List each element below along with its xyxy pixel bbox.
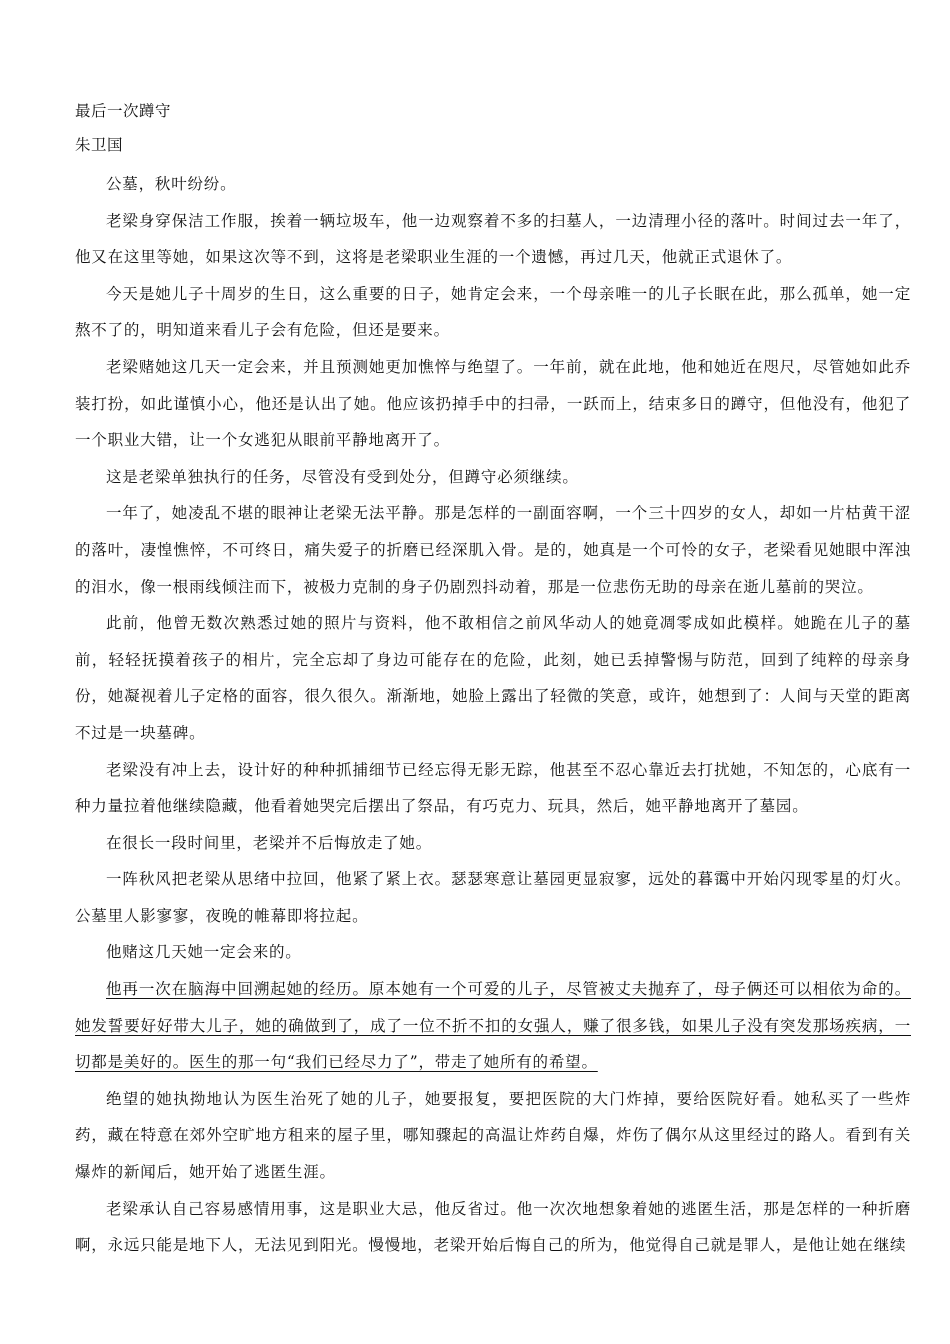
article-body: [75, 166, 911, 1264]
paragraph-1: 公墓，秋叶纷纷。: [106, 175, 237, 193]
paragraph-13: 绝望的她执拗地认为医生治死了她的儿子，她要报复，要把医院的大门炸掉，要给医院好看。她私买了一些炸药，藏在特意在郊外空旷地方租来的屋子里，哪知骤起的高温让炸药自爆，炸伤了偶尔从这里经过的路人。看到有关爆炸的新闻后，她开始了逃匿生涯。: [75, 1089, 911, 1182]
paragraph-7: 此前，他曾无数次熟悉过她的照片与资料，他不敢相信之前风华动人的她竟凋零成如此模样。她跪在儿子的墓前，轻轻抚摸着孩子的相片，完全忘却了身边可能存在的危险，此刻，她已丢掉警惕与防范，回到了纯粹的母亲身份，她凝视着儿子定格的面容，很久很久。渐渐地，她脸上露出了轻微的笑意，或许，她想到了：人间与天堂的距离不过是一块墓碑。: [75, 614, 911, 742]
article-title: 最后一次蹲守: [75, 102, 172, 120]
paragraph-4: 老梁赌她这几天一定会来，并且预测她更加憔悴与绝望了。一年前，就在此地，他和她近在咫尺，尽管她如此乔装打扮，如此谨慎小心，他还是认出了她。他应该扔掉手中的扫帚，一跃而上，结束多日的蹲守，但他没有，他犯了一个职业大错，让一个女逃犯从眼前平静地离开了。: [75, 357, 911, 450]
paragraph-5: 这是老梁单独执行的任务，尽管没有受到处分，但蹲守必须继续。: [106, 467, 579, 486]
article-author: 朱卫国: [75, 136, 124, 154]
paragraph-3: 今天是她儿子十周岁的生日，这么重要的日子，她肯定会来，一个母亲唯一的儿子长眠在此，那么孤单，她一定熬不了的，明知道来看儿子会有危险，但还是要来。: [75, 284, 911, 340]
paragraph-11: 他赌这几天她一定会来的。: [106, 943, 302, 962]
paragraph-2: 老梁身穿保洁工作服，挨着一辆垃圾车，他一边观察着不多的扫墓人，一边清理小径的落叶。时间过去一年了，他又在这里等她，如果这次等不到，这将是老梁职业生涯的一个遗憾，再过几天，他就正式退休了。: [75, 211, 911, 267]
paragraph-9: 在很长一段时间里，老梁并不后悔放走了她。: [106, 833, 433, 852]
paragraph-12-underlined: 他再一次在脑海中回溯起她的经历。原本她有一个可爱的儿子，尽管被丈夫抛弃了，母子俩还可以相依为命的。她发誓要好好带大儿子，她的确做到了，成了一位不折不扣的女强人，赚了很多钱，如果儿子没有突发那场疾病，一切都是美好的。医生的那一句“我们已经尽力了”，带走了她所有的希望。: [75, 980, 911, 1072]
paragraph-8: 老梁没有冲上去，设计好的种种抓捕细节已经忘得无影无踪，他甚至不忍心靠近去打扰她，不知怎的，心底有一种力量拉着他继续隐藏，他看着她哭完后摆出了祭品，有巧克力、玩具，然后，她平静地离开了墓园。: [75, 760, 911, 816]
paragraph-6: 一年了，她凌乱不堪的眼神让老梁无法平静。那是怎样的一副面容啊，一个三十四岁的女人，却如一片枯黄干涩的落叶，凄惶憔悴，不可终日，痛失爱子的折磨已经深肌入骨。是的，她真是一个可怜的女子，老梁看见她眼中浑浊的泪水，像一根雨线倾注而下，被极力克制的身子仍剧烈抖动着，那是一位悲伤无助的母亲在逝儿墓前的哭泣。: [75, 504, 911, 596]
paragraph-10: 一阵秋风把老梁从思绪中拉回，他紧了紧上衣。瑟瑟寒意让墓园更显寂寥，远处的暮霭中开始闪现零星的灯火。公墓里人影寥寥，夜晚的帷幕即将拉起。: [75, 870, 911, 925]
paragraph-14: 老梁承认自己容易感情用事，这是职业大忌，他反省过。他一次次地想象着她的逃匿生活，那是怎样的一种折磨啊，永远只能是地下人，无法见到阳光。慢慢地，老梁开始后悔自己的所为，他觉得自己就是罪人，是他让她在继续: [75, 1199, 911, 1255]
